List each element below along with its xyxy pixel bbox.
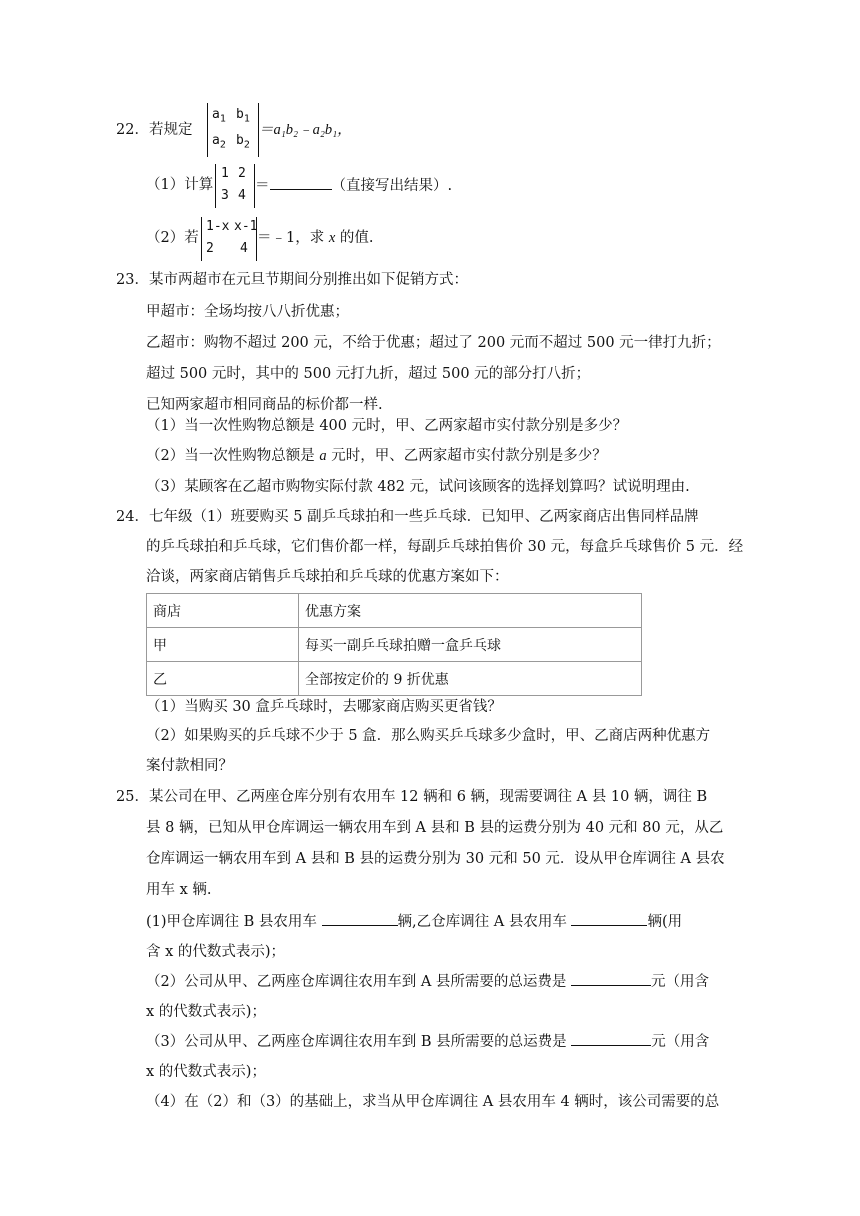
table-row (147, 628, 642, 662)
q23-stem: 23．某市两超市在元旦节期间分别推出如下促销方式： (116, 272, 468, 288)
table-row (147, 662, 642, 696)
q23-part3: （3）某顾客在乙超市购物实际付款 482 元，试问该顾客的选择划算吗？试说明理由. (146, 479, 690, 495)
det-cell: 1-x (206, 219, 230, 234)
table-cell: 每买一副乒乓球拍赠一盒乒乓球 (299, 628, 642, 662)
q24-part1: （1）当购买 30 盒乒乓球时，去哪家商店购买更省钱？ (146, 699, 502, 715)
det-b1: $b_1$ (236, 107, 250, 125)
table-cell: 甲 (147, 628, 299, 662)
q23-line: 已知两家超市相同商品的标价都一样. (146, 397, 383, 413)
det-cell: 1 (221, 166, 229, 181)
q23-part2: （2）当一次性购物总额是 a 元时，甲、乙两家超市实付款分别是多少？ (146, 448, 607, 464)
q23-line: 乙超市：购物不超过 200 元，不给于优惠；超过了 200 元而不超过 500 元一律打九折； (146, 335, 721, 351)
det-cell: 4 (240, 241, 248, 256)
q25-line: 县 8 辆，已知从甲仓库调运一辆农用车到 A 县和 B 县的运费分别为 40 元和 80 元，从乙 (146, 820, 724, 836)
q22-number: 22．若规定 (116, 122, 193, 138)
answer-blank[interactable] (270, 175, 332, 190)
q23-line: 甲超市：全场均按八八折优惠； (146, 304, 349, 320)
q22-part1-determinant (215, 164, 255, 208)
q23-line: 超过 500 元时，其中的 500 元打九折，超过 500 元的部分打八折； (146, 366, 591, 382)
q25-part2: （2）公司从甲、乙两座仓库调往农用车到 A 县所需要的总运费是 元（用含 (146, 971, 709, 992)
q22-definition-determinant (207, 103, 259, 157)
q22-definition-rhs: ＝a₁b₂﹣a₂b₁， (259, 122, 352, 138)
table-header: 商店 (147, 594, 299, 628)
promotion-table (146, 593, 642, 696)
det-cell: 4 (238, 188, 246, 203)
q25-line: 用车 x 辆. (146, 882, 212, 898)
q25-part3-cont: x 的代数式表示)； (146, 1064, 266, 1080)
q25-stem: 25．某公司在甲、乙两座仓库分别有农用车 12 辆和 6 辆，现需要调往 A 县 10 辆，调往 B (116, 789, 708, 805)
q24-stem: 24．七年级（1）班要购买 5 副乒乓球拍和一些乒乓球．已知甲、乙两家商店出售同样品牌 (116, 509, 699, 525)
answer-blank[interactable] (571, 1031, 651, 1046)
q22-part2-condition: ＝﹣1，求 x 的值. (257, 230, 374, 246)
q25-part1-cont: 含 x 的代数式表示)； (146, 944, 286, 960)
det-a1: $a_1$ (212, 107, 226, 125)
q22-part1-answer: ＝ （直接写出结果）. (255, 175, 452, 196)
q25-part3: （3）公司从甲、乙两座仓库调往农用车到 B 县所需要的总运费是 元（用含 (146, 1031, 709, 1052)
det-cell: 2 (206, 241, 214, 256)
det-cell: 3 (221, 188, 229, 203)
det-b2: $b_2$ (236, 133, 250, 151)
answer-blank[interactable] (571, 971, 651, 986)
q24-line: 洽谈，两家商店销售乒乓球拍和乒乓球的优惠方案如下： (146, 569, 509, 585)
table-cell: 乙 (147, 662, 299, 696)
answer-blank[interactable] (322, 911, 398, 926)
table-header: 优惠方案 (299, 594, 642, 628)
det-cell: x-1 (234, 219, 258, 234)
q22-part1-label: （1）计算 (146, 177, 214, 193)
q24-line: 的乒乓球拍和乒乓球，它们售价都一样，每副乒乓球拍售价 30 元，每盒乒乓球售价 5 元．经 (146, 539, 744, 555)
det-a2: $a_2$ (212, 133, 226, 151)
q23-part1: （1）当一次性购物总额是 400 元时，甲、乙两家超市实付款分别是多少？ (146, 418, 628, 434)
table-header-row (147, 594, 642, 628)
table-cell: 全部按定价的 9 折优惠 (299, 662, 642, 696)
q22-part2-label: （2）若 (146, 230, 199, 246)
q25-line: 仓库调运一辆农用车到 A 县和 B 县的运费分别为 30 元和 50 元．设从甲仓库调往 A 县农 (146, 851, 725, 867)
q25-part2-cont: x 的代数式表示)； (146, 1004, 266, 1020)
q25-part4: （4）在（2）和（3）的基础上，求当从甲仓库调往 A 县农用车 4 辆时，该公司需要的总 (146, 1094, 720, 1110)
q22-stem (116, 120, 192, 140)
q25-part1: (1)甲仓库调往 B 县农用车 辆,乙仓库调往 A 县农用车 辆(用 (146, 911, 682, 932)
answer-blank[interactable] (571, 911, 647, 926)
det-cell: 2 (238, 166, 246, 181)
q24-part2-cont: 案付款相同？ (146, 758, 233, 774)
q24-part2: （2）如果购买的乒乓球不少于 5 盒．那么购买乒乓球多少盒时，甲、乙商店两种优惠方 (146, 728, 711, 744)
q22-part2-determinant (201, 217, 257, 261)
